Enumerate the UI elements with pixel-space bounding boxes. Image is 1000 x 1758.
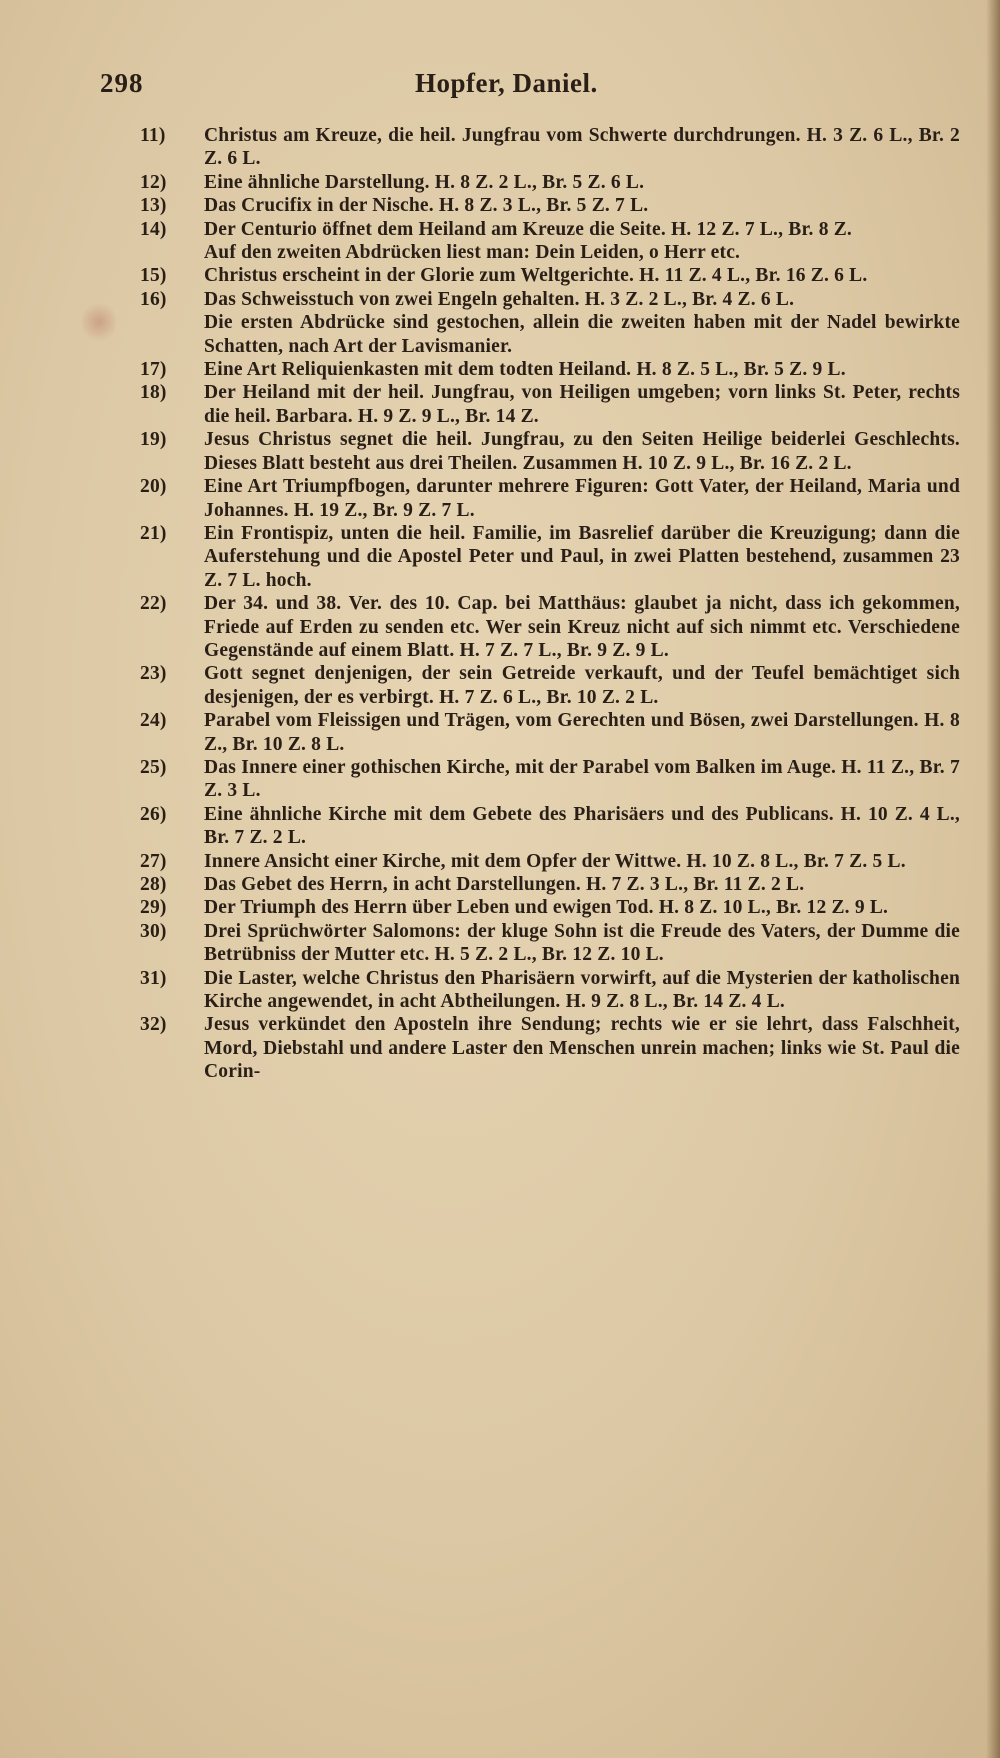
entry-text: Christus am Kreuze, die heil. Jungfrau vom Schwerte durchdrungen. H. 3 Z. 6 L., Br. 2 Z. 6 L.	[204, 125, 960, 170]
entry-number: 15)	[140, 265, 167, 287]
catalogue-entry	[140, 873, 960, 896]
catalogue-entry	[140, 475, 960, 522]
entry-text: Der Triumph des Herrn über Leben und ewigen Tod. H. 8 Z. 10 L., Br. 12 Z. 9 L.	[204, 897, 889, 919]
catalogue-entry	[140, 288, 960, 358]
catalogue-entry	[140, 920, 960, 967]
entry-number: 26)	[140, 803, 167, 825]
catalogue-entry	[140, 803, 960, 850]
entry-number: 29)	[140, 897, 167, 919]
catalogue-entry	[140, 709, 960, 756]
catalogue-entry	[140, 756, 960, 803]
entry-number: 20)	[140, 476, 167, 498]
entry-text: Jesus Christus segnet die heil. Jungfrau, zu den Seiten Heilige beiderlei Geschlechts. Dieses Blatt besteht aus drei Theilen. Zusammen H. 10 Z. 9 L., Br. 16 Z. 2 L.	[204, 429, 960, 474]
entry-number: 31)	[140, 967, 167, 989]
catalogue-entry	[140, 124, 960, 171]
entry-text: Jesus verkündet den Aposteln ihre Sendung; rechts wie er sie lehrt, dass Falschheit, Mord, Diebstahl und andere Laster den Menschen unrein machen; links wie St. Paul die Corin-	[204, 1014, 960, 1083]
entry-text: Der 34. und 38. Ver. des 10. Cap. bei Matthäus: glaubet ja nicht, dass ich gekommen, Friede auf Erden zu senden etc. Wer sein Kreuz nicht auf sich nimmt etc. Verschiedene Gegenstände auf einem Blatt. H. 7 Z. 7 L., Br. 9 Z. 9 L.	[204, 593, 960, 661]
catalogue-entry	[140, 850, 960, 873]
catalogue-entry	[140, 194, 960, 217]
entry-number: 17)	[140, 359, 167, 381]
entry-number: 24)	[140, 710, 167, 732]
entry-note: Die ersten Abdrücke sind gestochen, allein die zweiten haben mit der Nadel bewirkte Schatten, nach Art der Lavismanier.	[204, 312, 960, 357]
entry-text: Drei Sprüchwörter Salomons: der kluge Sohn ist die Freude des Vaters, der Dumme die Betrübniss der Mutter etc. H. 5 Z. 2 L., Br. 12 Z. 10 L.	[204, 920, 960, 966]
catalogue-entry	[140, 218, 960, 265]
catalogue-entry	[140, 264, 960, 287]
entry-note: Auf den zweiten Abdrücken liest man: Dein Leiden, o Herr etc.	[204, 242, 741, 264]
entry-text: Eine ähnliche Kirche mit dem Gebete des Pharisäers und des Publicans. H. 10 Z. 4 L., Br. 7 Z. 2 L.	[204, 803, 960, 849]
running-head: Hopfer, Daniel.	[415, 68, 598, 98]
page-edge-shadow	[986, 0, 1000, 1758]
entry-number: 32)	[140, 1014, 167, 1036]
entry-number: 27)	[140, 850, 167, 872]
catalogue-entry	[140, 358, 960, 381]
entry-text: Eine Art Reliquienkasten mit dem todten Heiland. H. 8 Z. 5 L., Br. 5 Z. 9 L.	[204, 359, 846, 381]
page-number: 298	[100, 68, 144, 98]
entry-number: 30)	[140, 920, 167, 942]
entry-text: Der Centurio öffnet dem Heiland am Kreuze die Seite. H. 12 Z. 7 L., Br. 8 Z.	[204, 218, 852, 240]
entry-text: Gott segnet denjenigen, der sein Getreide verkauft, und der Teufel bemächtiget sich desjenigen, der es verbirgt. H. 7 Z. 6 L., Br. 10 Z. 2 L.	[204, 663, 960, 708]
entry-text: Das Schweisstuch von zwei Engeln gehalten. H. 3 Z. 2 L., Br. 4 Z. 6 L.	[204, 288, 795, 310]
catalogue-entry	[140, 1013, 960, 1083]
entry-number: 18)	[140, 382, 167, 404]
entry-number: 14)	[140, 218, 167, 240]
entry-number: 13)	[140, 195, 167, 217]
entry-text: Eine Art Triumpfbogen, darunter mehrere Figuren: Gott Vater, der Heiland, Maria und Johannes. H. 19 Z., Br. 9 Z. 7 L.	[204, 476, 960, 521]
catalogue-entry	[140, 896, 960, 919]
entry-text: Parabel vom Fleissigen und Trägen, vom Gerechten und Bösen, zwei Darstellungen. H. 8 Z., Br. 10 Z. 8 L.	[204, 710, 960, 755]
catalogue-entry	[140, 967, 960, 1014]
entry-text: Das Gebet des Herrn, in acht Darstellungen. H. 7 Z. 3 L., Br. 11 Z. 2 L.	[204, 874, 805, 895]
catalogue-entry	[140, 662, 960, 709]
entry-number: 22)	[140, 593, 167, 615]
entry-number: 21)	[140, 522, 167, 544]
entry-text: Eine ähnliche Darstellung. H. 8 Z. 2 L., Br. 5 Z. 6 L.	[204, 171, 645, 193]
catalogue-entry	[140, 171, 960, 194]
page-header	[100, 68, 970, 102]
entry-text: Christus erscheint in der Glorie zum Weltgerichte. H. 11 Z. 4 L., Br. 16 Z. 6 L.	[204, 265, 868, 287]
entry-number: 16)	[140, 288, 167, 310]
entry-text: Der Heiland mit der heil. Jungfrau, von Heiligen umgeben; vorn links St. Peter, rechts die heil. Barbara. H. 9 Z. 9 L., Br. 14 Z.	[204, 382, 960, 427]
entry-number: 12)	[140, 171, 167, 193]
entry-text: Die Laster, welche Christus den Pharisäern vorwirft, auf die Mysterien der katholischen Kirche angewendet, in acht Abtheilungen. H. 9 Z. 8 L., Br. 14 Z. 4 L.	[204, 967, 960, 1013]
entry-text: Innere Ansicht einer Kirche, mit dem Opfer der Wittwe. H. 10 Z. 8 L., Br. 7 Z. 5 L.	[204, 850, 906, 872]
entry-number: 28)	[140, 874, 167, 895]
catalogue-entry	[140, 428, 960, 475]
catalogue-entry	[140, 522, 960, 592]
catalogue-entries	[140, 124, 960, 1084]
entry-number: 19)	[140, 429, 167, 451]
entry-text: Das Innere einer gothischen Kirche, mit der Parabel vom Balken im Auge. H. 11 Z., Br. 7 Z. 3 L.	[204, 756, 960, 802]
paper-stain	[82, 300, 116, 344]
entry-number: 25)	[140, 756, 167, 778]
entry-number: 23)	[140, 663, 167, 685]
entry-text: Ein Frontispiz, unten die heil. Familie, im Basrelief darüber die Kreuzigung; dann die Auferstehung und die Apostel Peter und Paul, in zwei Platten bestehend, zusammen 23 Z. 7 L. hoch.	[204, 522, 960, 591]
entry-number: 11)	[140, 125, 166, 146]
catalogue-entry	[140, 592, 960, 662]
entry-text: Das Crucifix in der Nische. H. 8 Z. 3 L., Br. 5 Z. 7 L.	[204, 195, 649, 217]
catalogue-entry	[140, 381, 960, 428]
